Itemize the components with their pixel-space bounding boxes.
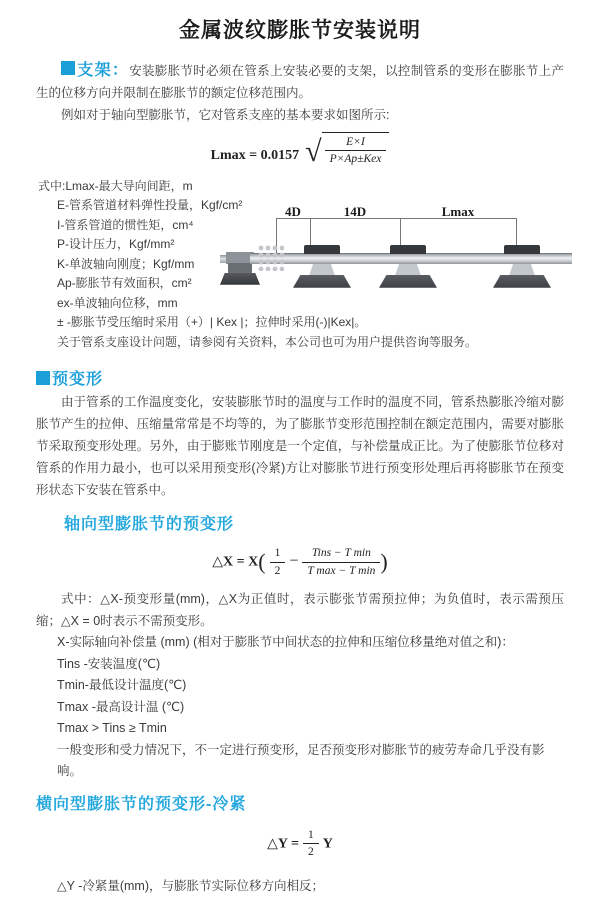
lmax-formula-denominator: P×Ap±Kex <box>329 153 382 166</box>
lateral-half-fraction <box>303 828 319 860</box>
definition-item: 关于管系支座设计问题，请参阅有关资料，本公司也可为用户提供咨询等服务。 <box>57 334 478 349</box>
axial-formula-lhs: △X = X <box>212 554 259 570</box>
pipe <box>250 253 572 264</box>
definition-item: K-单波轴向刚度；Kgf/mm <box>57 256 195 271</box>
dim-label-lmax: Lmax <box>441 203 475 219</box>
support-cap <box>504 245 540 254</box>
axial-line: Tins -安装温度(℃) <box>57 656 161 671</box>
support-section-header: 支架： <box>77 62 130 79</box>
dim-label-14d: 14D <box>343 203 367 219</box>
definitions-and-diagram <box>36 177 564 353</box>
axial-line: X-实际轴向补偿量 (mm) (相对于膨胀节中间状态的拉伸和压缩位移量绝对值之和)： <box>57 635 514 649</box>
axial-formula <box>36 546 564 578</box>
lateral-denominator: 2 <box>307 845 314 858</box>
support-neck <box>309 264 335 276</box>
half-numerator: 1 <box>270 546 286 562</box>
lateral-subsection-header: 横向型膨胀节的预变形-冷紧 <box>36 795 247 813</box>
lateral-formula <box>36 828 564 860</box>
section-bullet-square-icon <box>36 371 50 385</box>
definition-item: ex-单波轴向位移，mm <box>57 295 178 310</box>
axial-variable-lines <box>36 632 564 783</box>
definition-item: ± -膨胀节受压缩时采用（+）| Kex |；拉伸时采用(-)|Kex|。 <box>57 315 367 330</box>
support-base <box>379 275 437 288</box>
minus-sign: − <box>289 552 299 570</box>
predeform-section-header-row <box>36 366 564 389</box>
support-example-line: 例如对于轴向型膨胀节，它对管系支座的基本要求如图所示: <box>61 108 390 122</box>
radical-sign <box>305 132 389 167</box>
axial-explain-paragraph: 式中：△X-预变形量(mm)，△X为正值时，表示膨张节需预拉伸；为负值时，表示需预压缩；△X = 0时表示不需预变形。 <box>36 592 564 628</box>
axial-subsection-header: 轴向型膨胀节的预变形 <box>64 516 235 534</box>
support-base <box>493 275 551 288</box>
half-denominator: 2 <box>274 564 281 577</box>
definition-item: P-设计压力，Kgf/mm² <box>57 237 175 252</box>
support-cap <box>390 245 426 254</box>
support-section-paragraph <box>36 60 564 104</box>
definition-item: E-管系管道材料弹性投量，Kgf/cm² <box>57 198 243 213</box>
predeform-body-paragraph: 由于管系的工作温度变化，安装膨胀节时的温度与工作时的温度不同，管系热膨胀冷缩对膨胀节产生的拉伸、压缩量常常是不均等的，为了膨胀节变形范围控制在额定范围内，需要对膨胀节采取预变形处理。另外，由于膨账节刚度是一个定值，与补偿量成正比。为了使膨胀节位移对管系的作用力最小，也可以采用预变形(冷紧)方让对膨胀节进行预变形处理后再将膨胀节在预变形状态下安装在管系中。 <box>36 395 564 498</box>
axial-line: 一般变形和受力情况下，不一定进行预变形，足否预变形对膨胀节的疲劳寿命几乎没有影响。 <box>57 742 545 778</box>
support-base <box>293 275 351 288</box>
definition-item: Ap-膨胀节有效面积，cm² <box>57 276 192 291</box>
page-title: 金属波纹膨胀节安装说明 <box>179 19 421 42</box>
predeform-section-header: 预变形 <box>52 371 104 389</box>
support-neck <box>395 264 421 276</box>
lateral-formula-lhs: △Y = <box>267 836 299 852</box>
lateral-formula-rhs: Y <box>322 836 333 852</box>
close-paren: ) <box>380 549 388 575</box>
sqrt-glyph: √ <box>305 134 322 168</box>
temperature-fraction <box>302 546 380 578</box>
definition-item: I-管系管道的惯性矩，cm⁴ <box>57 217 194 232</box>
axial-line: Tmax > Tins ≥ Tmin <box>57 721 167 735</box>
temp-denominator: T max − T min <box>307 564 376 577</box>
support-neck <box>509 264 535 276</box>
lateral-note-line: △Y -冷紧量(mm)，与膨胀节实际位移方向相反； <box>57 879 325 894</box>
bellows-convolutions <box>258 245 284 271</box>
definition-item: 式中:Lmax-最大导向间距，m <box>38 178 193 193</box>
lateral-numerator: 1 <box>303 828 319 844</box>
axial-line: Tmax -最高设计温 (℃) <box>57 699 185 714</box>
section-bullet-square-icon <box>61 61 75 75</box>
lmax-formula <box>36 132 564 167</box>
pipe-support-diagram <box>220 203 572 305</box>
anchor-neck <box>228 263 252 274</box>
dim-label-4d: 4D <box>285 203 301 219</box>
half-fraction <box>270 546 286 578</box>
axial-line: Tmin-最低设计温度(℃) <box>57 678 187 692</box>
open-paren: ( <box>258 549 266 575</box>
anchor-base <box>220 273 260 285</box>
support-cap <box>304 245 340 254</box>
temp-numerator: Tins − T min <box>302 546 380 562</box>
lmax-formula-numerator: E×I <box>325 135 387 151</box>
lmax-formula-lhs: Lmax = 0.0157 <box>210 147 300 163</box>
support-intro-text: 安装膨胀节时必须在管系上安装必要的支架，以控制管系的变形在膨胀节上产生的位移方向并限制在膨胀节的额定位移范围内。 <box>36 64 564 100</box>
